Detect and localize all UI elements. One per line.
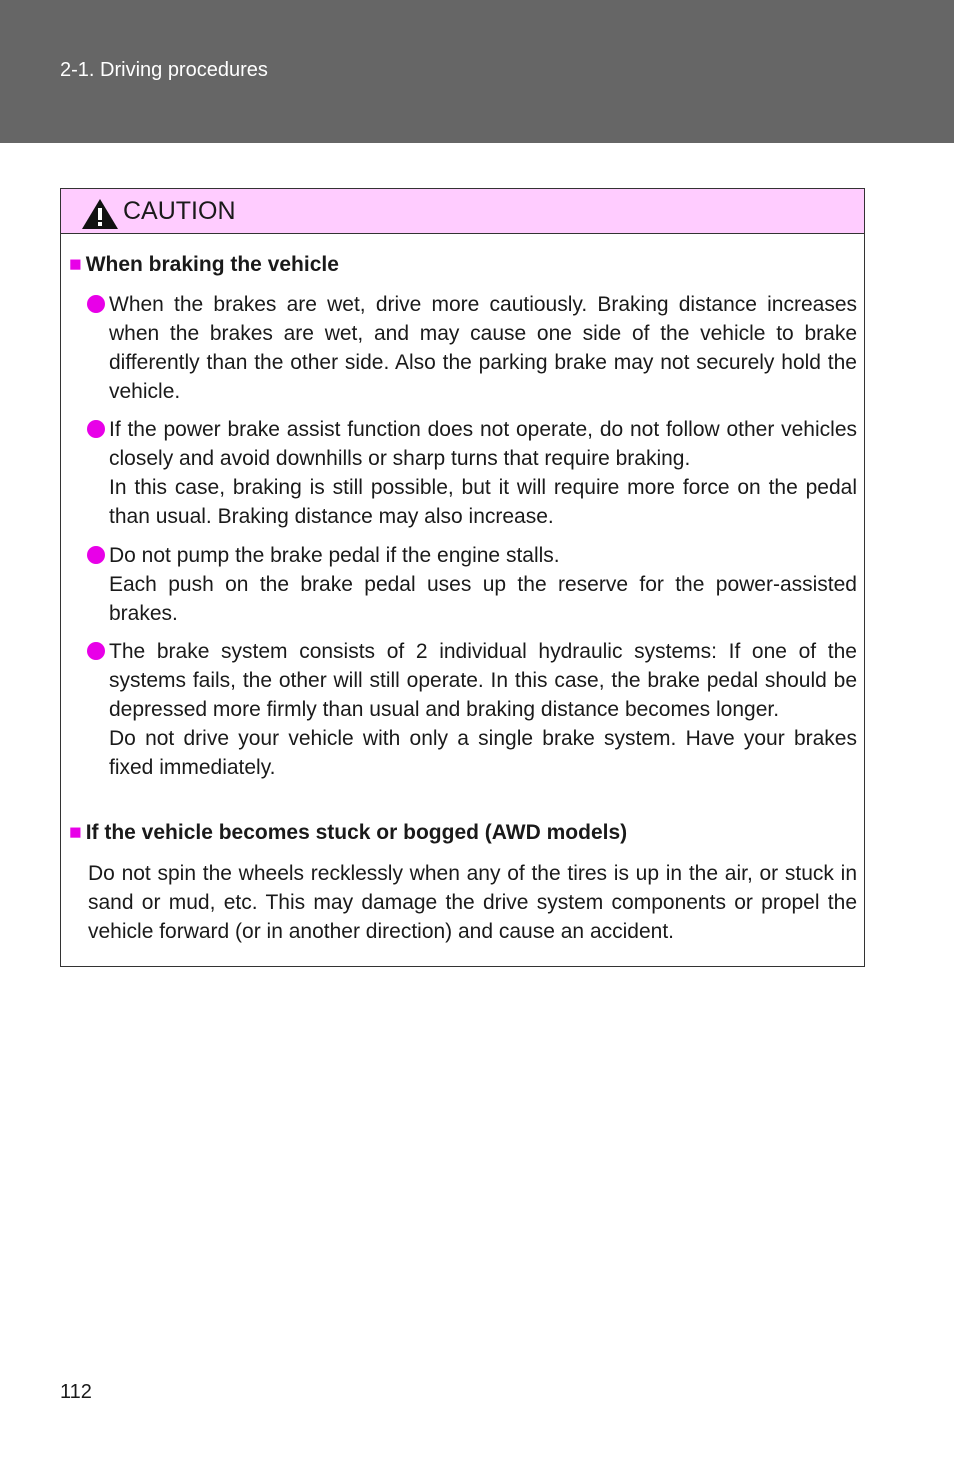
section-heading-text: If the vehicle becomes stuck or bogged (AWD models)	[85, 821, 628, 844]
page-number: 112	[60, 1381, 92, 1403]
list-item-text: If the power brake assist function does not operate, do not follow other vehicles closely and avoid downhills or sharp turns that require braking. In this case, braking is still possible, but it will require more force on the pedal than usual. Braking distance may also increase.	[109, 418, 857, 528]
list-item	[87, 290, 857, 406]
circle-bullet-icon	[87, 420, 105, 438]
page-header	[0, 0, 954, 143]
list-item-text: The brake system consists of 2 individual hydraulic systems: If one of the systems fails, the other will still operate. In this case, the brake pedal should be depressed more firmly than usual and braking distance becomes longer. Do not drive your vehicle with only a single brake system. Have your brakes fixed immediately.	[109, 640, 857, 779]
circle-bullet-icon	[87, 642, 105, 660]
section-heading	[69, 253, 339, 277]
caution-box	[60, 188, 865, 967]
section-heading	[69, 821, 627, 845]
list-item	[87, 541, 857, 628]
list-item	[87, 637, 857, 782]
square-bullet-icon: ■	[69, 821, 82, 844]
section-title: 2-1. Driving procedures	[60, 59, 268, 81]
section-paragraph: Do not spin the wheels recklessly when any of the tires is up in the air, or stuck in sand or mud, etc. This may damage the drive system components or propel the vehicle forward (or in another direction) and cause an accident.	[88, 862, 857, 943]
caution-label: CAUTION	[123, 197, 236, 225]
circle-bullet-icon	[87, 295, 105, 313]
section-heading-text: When braking the vehicle	[85, 253, 339, 276]
list-item-text: When the brakes are wet, drive more cautiously. Braking distance increases when the brakes are wet, and may cause one side of the vehicle to brake differently than the other side. Also the parking brake may not securely hold the vehicle.	[109, 293, 857, 403]
circle-bullet-icon	[87, 546, 105, 564]
list-item	[87, 415, 857, 531]
caution-header	[61, 189, 864, 234]
square-bullet-icon: ■	[69, 253, 82, 276]
warning-triangle-icon	[81, 198, 119, 230]
list-item-text: Do not pump the brake pedal if the engine stalls. Each push on the brake pedal uses up the reserve for the power-assisted brakes.	[109, 544, 857, 625]
